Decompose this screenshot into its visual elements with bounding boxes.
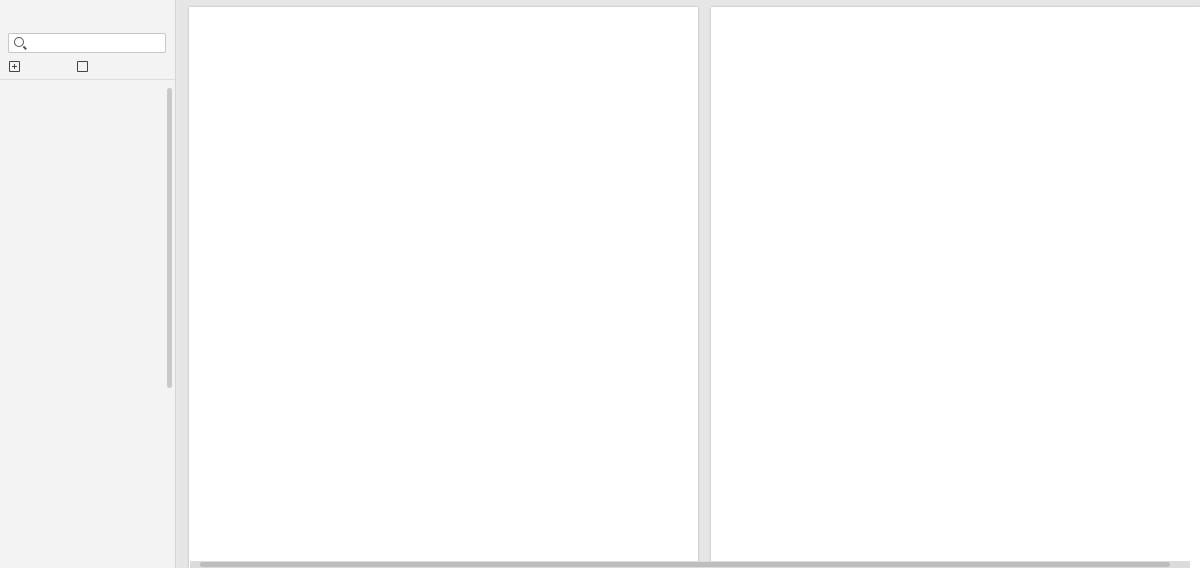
bookmark-search-input[interactable] — [31, 36, 161, 50]
bookmark-icon[interactable] — [77, 61, 88, 72]
scrollbar-thumb[interactable] — [200, 562, 1170, 567]
document-view — [177, 0, 1200, 568]
sidebar-header — [0, 0, 175, 28]
document-page-1 — [189, 7, 698, 568]
bookmark-search-field[interactable] — [8, 33, 166, 53]
add-bookmark-icon[interactable] — [9, 61, 20, 72]
document-page-2 — [711, 7, 1200, 568]
sidebar-divider — [0, 79, 176, 80]
horizontal-scrollbar[interactable] — [190, 561, 1190, 568]
sidebar-toolbar — [8, 59, 168, 75]
sidebar-scrollbar[interactable] — [167, 88, 172, 388]
search-icon — [14, 37, 24, 47]
bookmark-sidebar — [0, 0, 176, 568]
